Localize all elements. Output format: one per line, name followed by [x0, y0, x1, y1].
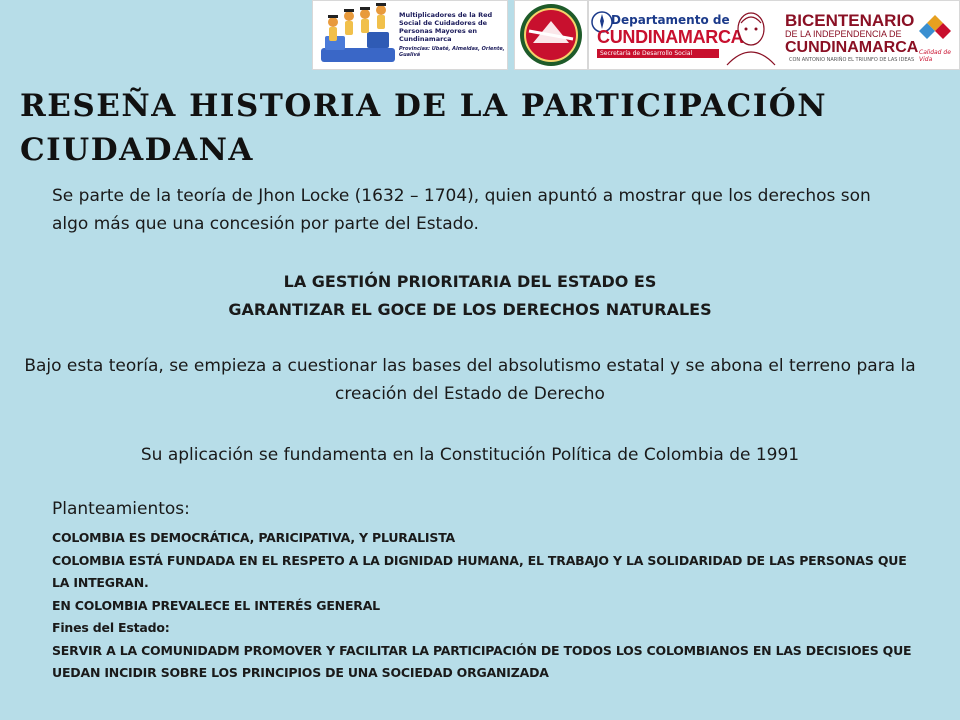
highlight-statement: [20, 268, 920, 324]
red-social-provinces: Provincias: Ubaté, Almeidas, Oriente, Gualivá: [399, 46, 505, 58]
bicentenario-tagline: CON ANTONIO NARIÑO EL TRIUNFO DE LAS IDEAS: [789, 57, 915, 63]
cundinamarca-department-label: Departamento de: [611, 13, 730, 27]
intro-paragraph: Se parte de la teoría de Jhon Locke (1632 – 1704), quien apuntó a mostrar que los derechos son algo más que una concesión por parte del Estado.: [52, 186, 871, 234]
red-social-title: Multiplicadores de la Red Social de Cuidadores de Personas Mayores en Cundinamarca: [399, 11, 493, 43]
planteamientos-list: [52, 527, 912, 685]
fines-label: Fines del Estado:: [52, 620, 170, 635]
red-social-cuidadores-logo: [312, 0, 508, 70]
bicentenario-line3: CUNDINAMARCA: [785, 39, 919, 56]
list-item: EN COLOMBIA PREVALECE EL INTERÉS GENERAL: [52, 597, 380, 613]
logo-strip: [312, 0, 960, 72]
secretaria-label: Secretaría de Desarrollo Social: [597, 49, 719, 58]
highlight-line-1: LA GESTIÓN PRIORITARIA DEL ESTADO ES: [283, 272, 657, 291]
narino-portrait-icon: [719, 5, 783, 67]
government-logos: [588, 0, 960, 70]
theory-paragraph: Bajo esta teoría, se empieza a cuestionar las bases del absolutismo estatal y se abona el terreno para la creación del Estado de Derecho: [24, 356, 916, 404]
highlight-line-2: GARANTIZAR EL GOCE DE LOS DERECHOS NATURALES: [228, 300, 712, 319]
constitution-paragraph: Su aplicación se fundamenta en la Constitución Política de Colombia de 1991: [140, 445, 800, 465]
seal-logo: [514, 0, 588, 70]
people-puzzle-logo-icon: [315, 2, 401, 70]
page-title: RESEÑA HISTORIA DE LA PARTICIPACIÓN CIUDADANA: [20, 88, 828, 168]
list-item: COLOMBIA ESTÁ FUNDADA EN EL RESPETO A LA DIGNIDAD HUMANA, EL TRABAJO Y LA SOLIDARIDAD DE LAS PERSONAS QUE LA INTEGRAN.: [52, 552, 907, 590]
fines-text: SERVIR A LA COMUNIDADM PROMOVER Y FACILITAR LA PARTICIPACIÓN DE TODOS LOS COLOMBIANOS EN LAS DECISIOES QUE UEDAN INCIDIR SOBRE LOS PRINCIPIOS DE UNA SOCIEDAD ORGANIZADA: [52, 642, 912, 680]
planteamientos-label: Planteamientos:: [52, 499, 190, 519]
bicentenario-line2: DE LA INDEPENDENCIA DE: [785, 29, 902, 39]
calidad-de-vida-label: Calidad de Vida: [919, 49, 951, 63]
calidad-de-vida-logo-icon: [915, 13, 955, 43]
cundinamarca-name: CUNDINAMARCA: [597, 27, 744, 47]
bicentenario-line1: BICENTENARIO: [785, 11, 915, 30]
red-seal-emblem-icon: [515, 1, 587, 69]
list-item: COLOMBIA ES DEMOCRÁTICA, PARICIPATIVA, Y PLURALISTA: [52, 530, 456, 545]
